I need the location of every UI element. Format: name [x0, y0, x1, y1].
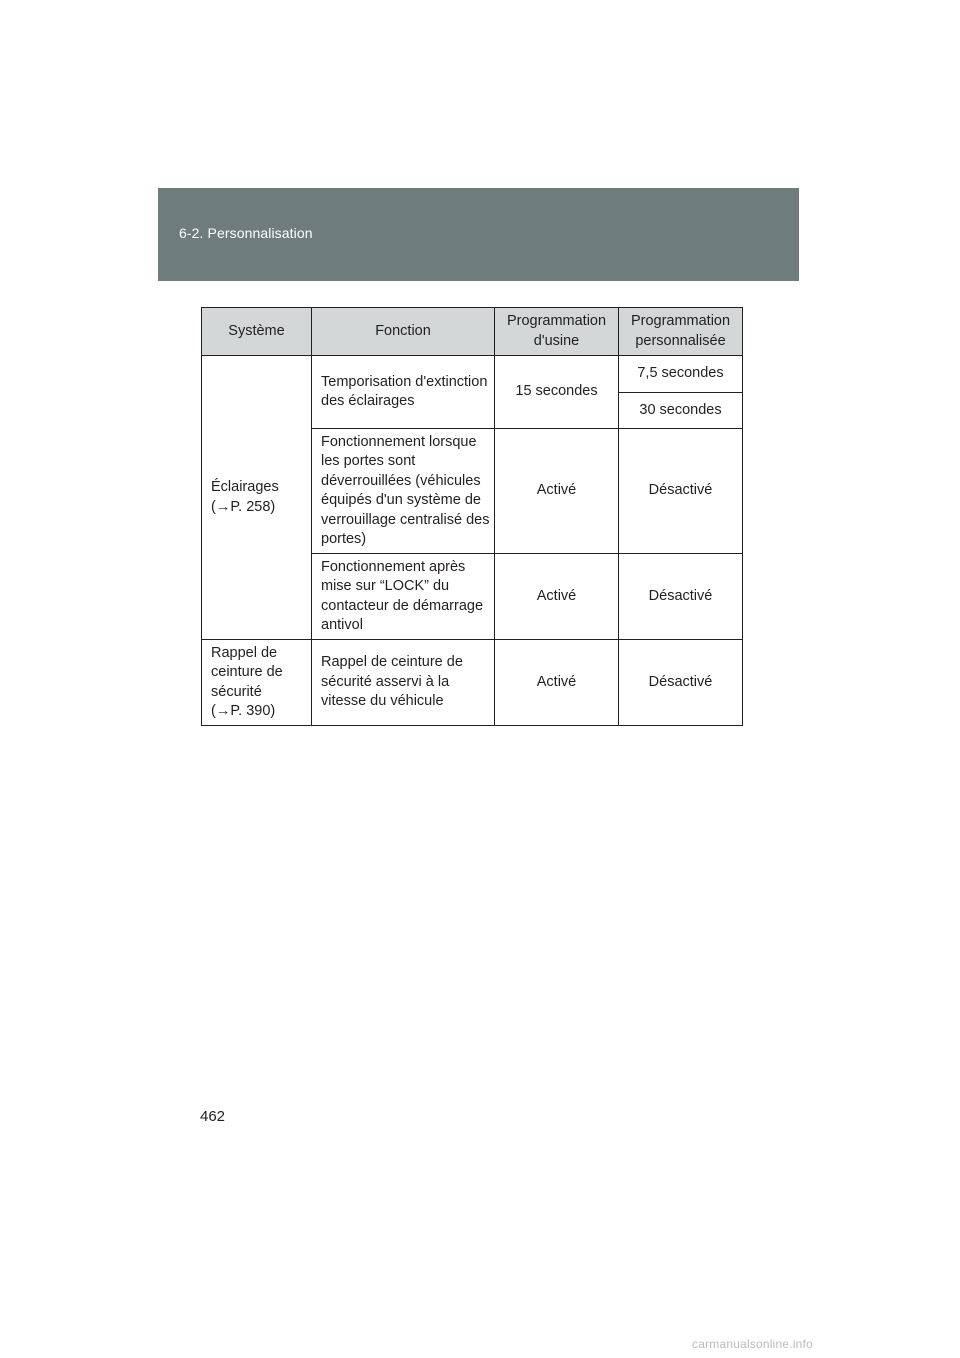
custom-setting-cell: Désactivé: [619, 640, 743, 726]
system-name: Rappel de ceinture de sécurité: [211, 644, 283, 700]
custom-setting-cell: Désactivé: [619, 429, 743, 554]
column-header-custom: Programmation personnalisée: [619, 308, 743, 356]
table-row: [202, 640, 743, 726]
factory-setting-cell: 15 secondes: [495, 356, 619, 429]
column-header-function: Fonction: [312, 308, 495, 356]
function-cell: Fonctionnement lorsque les portes sont déverrouillées (véhicules équipés d'un système de verrouillage centralisé des portes): [312, 429, 495, 554]
factory-setting-cell: Activé: [495, 429, 619, 554]
custom-setting-cell: 7,5 secondes: [619, 356, 743, 393]
system-cell-lights: [202, 356, 312, 640]
page-reference: (→P. 390): [211, 703, 276, 719]
page-number: 462: [200, 1108, 226, 1125]
section-title: 6-2. Personnalisation: [179, 225, 313, 241]
customization-table: [201, 307, 743, 726]
column-header-factory: Programmation d'usine: [495, 308, 619, 356]
section-header-band: [158, 188, 799, 281]
factory-setting-cell: Activé: [495, 640, 619, 726]
system-name: Éclairages: [211, 479, 279, 495]
function-cell: Temporisation d'extinction des éclairages: [312, 356, 495, 429]
function-cell: Rappel de ceinture de sécurité asservi à la vitesse du véhicule: [312, 640, 495, 726]
column-header-system: Système: [202, 308, 312, 356]
table-header-row: [202, 308, 743, 356]
table-row: [202, 356, 743, 393]
custom-setting-cell: 30 secondes: [619, 393, 743, 429]
watermark-text: carmanualsonline.info: [692, 1337, 813, 1351]
custom-setting-cell: Désactivé: [619, 554, 743, 640]
system-cell-seatbelt: [202, 640, 312, 726]
factory-setting-cell: Activé: [495, 554, 619, 640]
function-cell: Fonctionnement après mise sur “LOCK” du contacteur de démarrage antivol: [312, 554, 495, 640]
page-reference: (→P. 258): [211, 498, 276, 515]
